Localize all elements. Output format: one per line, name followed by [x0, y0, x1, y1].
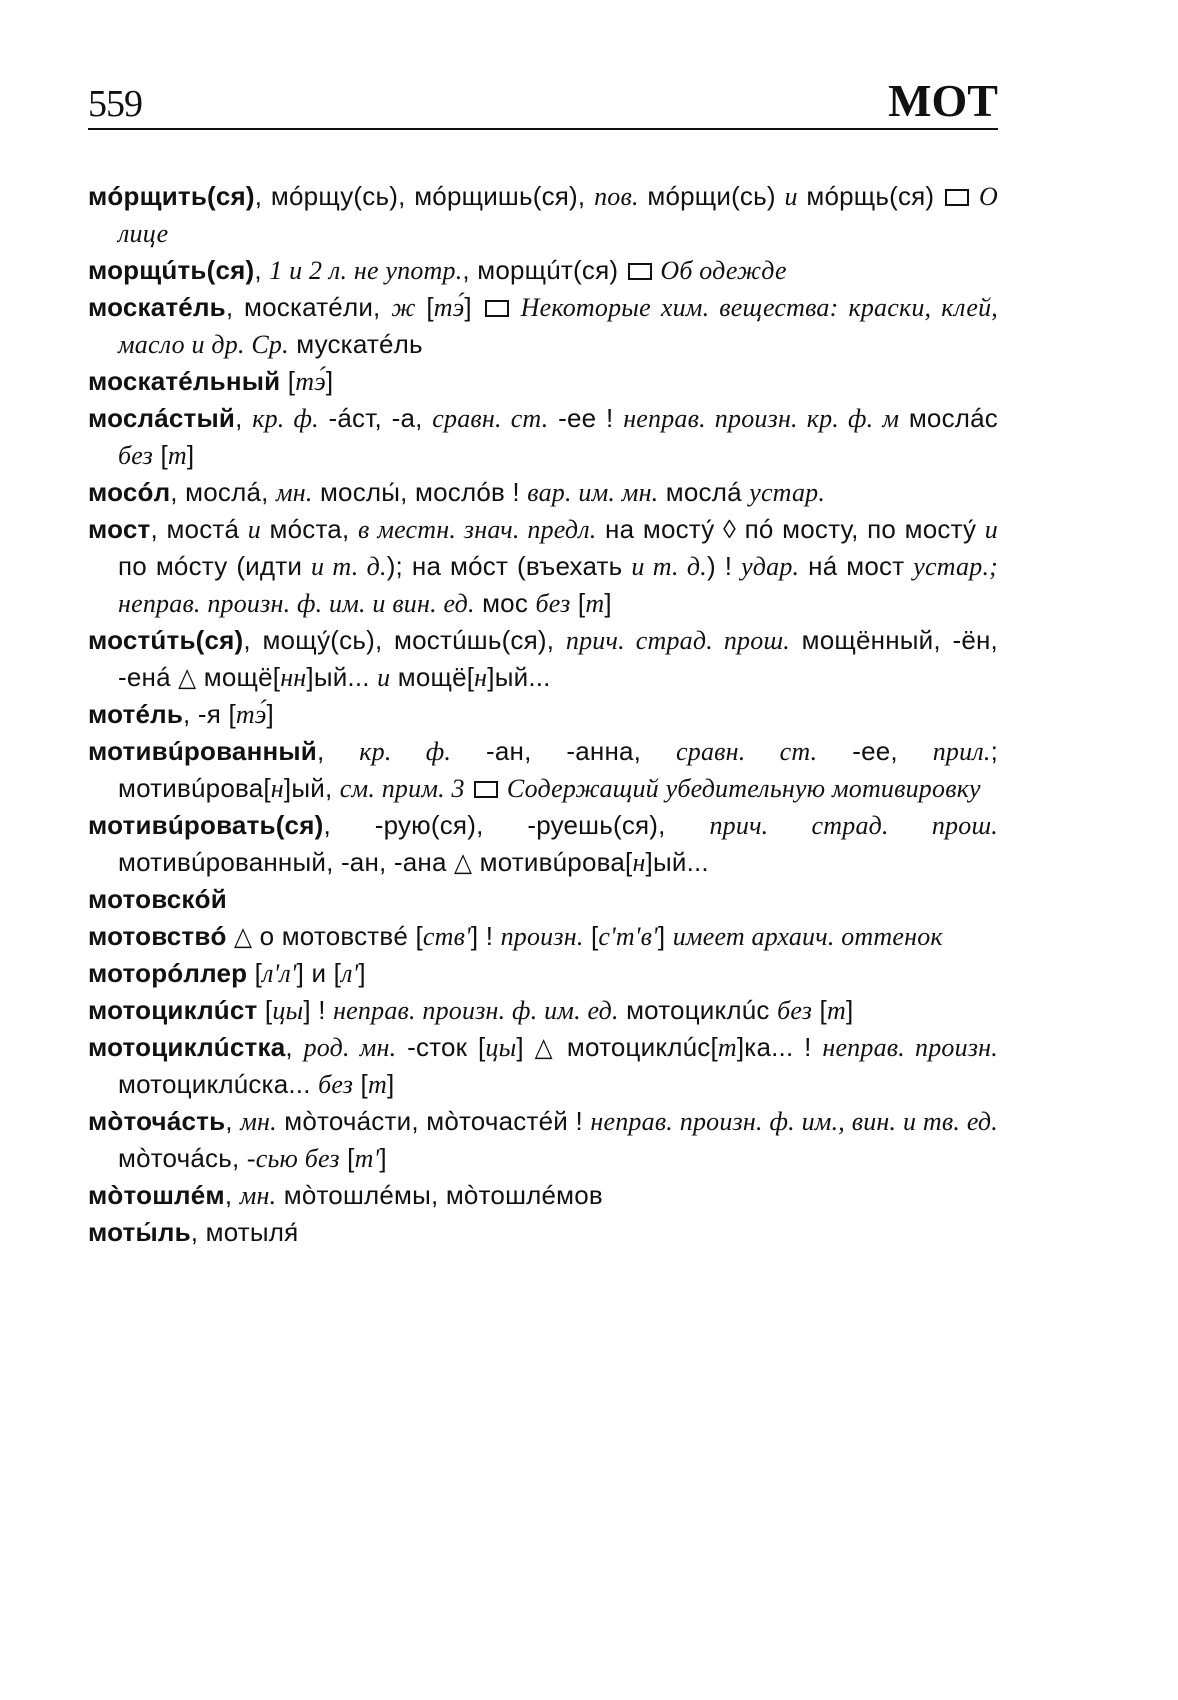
headword: мотивúровать(ся): [88, 810, 324, 840]
entry-text: [: [153, 440, 168, 470]
entry-text: мòтошлéмы, мòтошлéмов: [276, 1180, 603, 1210]
grammar-note: род. мн.: [303, 1033, 397, 1062]
headword: мотовскóй: [88, 884, 227, 914]
dictionary-entry: [88, 252, 998, 289]
entry-text: мощё[: [390, 662, 475, 692]
grammar-note: тэ́: [433, 293, 465, 322]
grammar-note: л': [341, 959, 359, 988]
entry-text: ]ка... !: [736, 1032, 823, 1062]
entry-text: ]: [358, 958, 366, 988]
entry-text: [: [353, 1069, 368, 1099]
entry-text: ]ый...: [487, 662, 551, 692]
grammar-note: см. прим. 3: [339, 774, 465, 803]
grammar-note: -сью без: [246, 1144, 340, 1173]
grammar-note: т: [167, 441, 187, 470]
dictionary-entry: [88, 178, 998, 252]
entry-text: ,: [235, 403, 253, 433]
entry-text: мотивúрованный, -ан, -ана △ мотивúрова[: [118, 847, 633, 877]
dictionary-entry: [88, 733, 998, 807]
entry-text: ]: [657, 921, 673, 951]
grammar-note: без: [118, 441, 154, 470]
grammar-note: ств': [422, 922, 471, 951]
entry-text: , мостá: [150, 514, 248, 544]
entry-text: , -я [: [183, 699, 236, 729]
entry-text: [: [339, 1143, 355, 1173]
entry-text: , морщúт(ся): [462, 255, 626, 285]
entry-text: , мóрщу(сь), мóрщишь(ся),: [254, 181, 595, 211]
grammar-note: прил.: [932, 737, 991, 766]
entry-text: -áст, -а,: [318, 403, 433, 433]
entry-text: , мослá,: [170, 477, 276, 507]
grammar-note: произн.: [500, 922, 584, 951]
grammar-note: 1 и 2 л. не употр.: [269, 256, 463, 285]
entry-text: мощённый, -ён, -енá △ мощё[: [118, 625, 998, 692]
headword: мосóл: [88, 477, 171, 507]
grammar-note: устар.: [749, 478, 826, 507]
entry-text: мослáс: [899, 403, 999, 433]
entry-text: мóрщь(ся): [797, 181, 944, 211]
entry-text: нá мост: [799, 551, 914, 581]
dictionary-entry: [88, 696, 998, 733]
grammar-note: удар.: [741, 552, 800, 581]
grammar-note: без: [777, 996, 813, 1025]
meaning-box-icon: [945, 189, 969, 206]
dictionary-entry: [88, 474, 998, 511]
grammar-note: л'л': [262, 959, 297, 988]
dictionary-entry: [88, 955, 998, 992]
entry-text: [: [570, 588, 586, 618]
headword: москатéль: [88, 292, 226, 322]
grammar-note: устар.; неправ. произн. ф. им. и вин. ед.: [118, 552, 999, 618]
grammar-note: Некоторые хим. вещества: краски, клей, масло и др. Ср.: [118, 293, 998, 359]
dictionary-entry: [88, 918, 998, 955]
grammar-note: мн.: [275, 478, 313, 507]
entry-text: на мосту́ ◊ пó мосту, по мосту́: [596, 514, 985, 544]
grammar-note: тэ́: [295, 367, 326, 396]
dictionary-page: [88, 70, 999, 1247]
page-header: [88, 70, 998, 130]
entry-text: [: [583, 921, 599, 951]
entry-text: ,: [225, 1106, 241, 1136]
entry-text: ]ый...: [306, 662, 378, 692]
grammar-note: н: [474, 663, 488, 692]
entry-text: , москатéли,: [225, 292, 392, 322]
entry-text: -ее !: [548, 403, 624, 433]
grammar-note: с'т'в': [598, 922, 658, 951]
headword: моты́ль: [88, 1217, 191, 1247]
entry-text: ] и [: [296, 958, 342, 988]
grammar-note: неправ. произн. ф. им. ед.: [333, 996, 619, 1025]
grammar-note: цы: [485, 1033, 517, 1062]
entry-text: , -рую(ся), -руешь(ся),: [323, 810, 710, 840]
entry-text: -ее,: [817, 736, 933, 766]
grammar-note: и: [984, 515, 998, 544]
dictionary-entry: [88, 1103, 998, 1177]
entry-text: [465, 773, 472, 803]
grammar-note: мн.: [240, 1107, 277, 1136]
grammar-note: неправ. произн.: [822, 1033, 998, 1062]
dictionary-entry: [88, 1029, 998, 1103]
grammar-note: сравн. ст.: [432, 404, 549, 433]
grammar-note: нн: [280, 663, 307, 692]
entry-text: мóрщи(сь): [638, 181, 785, 211]
headword: мослáстый: [88, 403, 236, 433]
entry-text: мóста,: [260, 514, 358, 544]
entry-text: -ан, -анна,: [451, 736, 676, 766]
entry-text: , мотыля́: [190, 1217, 299, 1247]
grammar-note: Об одежде: [653, 256, 787, 285]
dictionary-entry: [88, 511, 998, 622]
grammar-note: ж: [391, 293, 416, 322]
grammar-note: вар. им. мн.: [527, 478, 659, 507]
dictionary-entry: [88, 807, 998, 881]
entry-text: ]ый,: [283, 773, 340, 803]
grammar-note: и т. д.: [311, 552, 387, 581]
dictionary-entry: [88, 289, 998, 363]
grammar-note: т: [717, 1033, 737, 1062]
grammar-note: без: [535, 589, 571, 618]
headword: мотоциклúст: [88, 995, 258, 1025]
grammar-note: и: [377, 663, 391, 692]
grammar-note: т: [826, 996, 846, 1025]
grammar-note: без: [318, 1070, 354, 1099]
entry-text: △ о мотовствé [: [226, 921, 423, 951]
entry-text: ]: [386, 1069, 395, 1099]
headword: мостúть(ся): [88, 625, 244, 655]
entry-text: ]: [604, 588, 612, 618]
grammar-note: мн.: [239, 1181, 277, 1210]
grammar-note: Содержащий убедительную мотивировку: [500, 774, 981, 803]
entry-text: ); на мóст (въехать: [386, 551, 632, 581]
grammar-note: прич. страд. прош.: [709, 811, 998, 840]
grammar-note: и: [784, 182, 798, 211]
headword: мóрщить(ся): [88, 181, 255, 211]
entry-text: [: [280, 366, 296, 396]
entry-text: ,: [285, 1032, 304, 1062]
entry-text: -сток [: [396, 1032, 486, 1062]
headword: мотоциклúстка: [88, 1032, 286, 1062]
entry-text: мотоциклúс: [618, 995, 778, 1025]
grammar-note: неправ. произн. кр. ф. м: [623, 404, 900, 433]
entry-text: мослá: [658, 477, 750, 507]
entry-text: ,: [316, 736, 360, 766]
entry-text: ]: [464, 292, 483, 322]
entry-text: мос: [474, 588, 536, 618]
dictionary-entries: [88, 178, 998, 1251]
entry-text: ]: [379, 1143, 387, 1173]
grammar-note: пов.: [594, 182, 639, 211]
entry-text: [: [257, 995, 273, 1025]
grammar-note: неправ. произн. ф. им., вин. и тв. ед.: [590, 1107, 998, 1136]
grammar-note: кр. ф.: [359, 737, 452, 766]
headword: мотéль: [88, 699, 184, 729]
header-rule: [88, 128, 998, 130]
headword: мотивúрованный: [88, 736, 317, 766]
entry-text: по мóсту (идти: [118, 551, 312, 581]
grammar-note: т: [367, 1070, 387, 1099]
grammar-note: т: [585, 589, 605, 618]
entry-text: мòточáсь,: [118, 1143, 247, 1173]
entry-text: мускатéль: [288, 329, 423, 359]
page-number: 559: [88, 83, 142, 125]
dictionary-entry: [88, 1214, 998, 1251]
grammar-note: имеет архаич. оттенок: [672, 922, 943, 951]
grammar-note: т': [354, 1144, 380, 1173]
grammar-note: и т. д.: [631, 552, 707, 581]
entry-text: ] !: [470, 921, 501, 951]
dictionary-entry: [88, 881, 998, 918]
meaning-box-icon: [485, 300, 509, 317]
entry-text: ,: [224, 1180, 240, 1210]
entry-text: ,: [254, 255, 270, 285]
dictionary-entry: [88, 363, 998, 400]
entry-text: ]: [845, 995, 854, 1025]
grammar-note: н: [632, 848, 646, 877]
grammar-note: и: [247, 515, 261, 544]
running-head: МОТ: [888, 75, 998, 126]
entry-text: ]: [186, 440, 195, 470]
grammar-note: тэ́: [235, 700, 267, 729]
entry-text: мослы́, мослóв !: [312, 477, 528, 507]
dictionary-entry: [88, 992, 998, 1029]
entry-text: ]ый...: [645, 847, 709, 877]
entry-text: ] △ мотоциклúс[: [516, 1032, 718, 1062]
entry-text: ]: [325, 366, 334, 396]
grammar-note: прич. страд. прош.: [565, 626, 790, 655]
meaning-box-icon: [628, 263, 652, 280]
entry-text: ] !: [303, 995, 334, 1025]
headword: мòтошлéм: [88, 1180, 225, 1210]
meaning-box-icon: [474, 781, 498, 798]
entry-text: ; мотивúрова[: [118, 736, 998, 803]
headword: москатéльный: [88, 366, 281, 396]
entry-text: [: [247, 958, 263, 988]
dictionary-entry: [88, 1177, 998, 1214]
entry-text: , мощу́(сь), мостúшь(ся),: [243, 625, 566, 655]
entry-text: [: [812, 995, 827, 1025]
grammar-note: кр. ф.: [252, 404, 319, 433]
entry-text: мòточáсти, мòточастéй !: [276, 1106, 591, 1136]
grammar-note: цы: [272, 996, 304, 1025]
headword: мост: [88, 514, 151, 544]
dictionary-entry: [88, 400, 998, 474]
dictionary-entry: [88, 622, 998, 696]
headword: моторóллер: [88, 958, 248, 988]
headword: мотовствó: [88, 921, 227, 951]
grammar-note: н: [270, 774, 284, 803]
entry-text: ]: [266, 699, 274, 729]
headword: мòточáсть: [88, 1106, 226, 1136]
entry-text: [: [415, 292, 434, 322]
headword: морщúть(ся): [88, 255, 255, 285]
grammar-note: О лице: [118, 182, 998, 248]
grammar-note: в местн. знач. предл.: [357, 515, 597, 544]
entry-text: мотоциклúска...: [118, 1069, 319, 1099]
grammar-note: сравн. ст.: [676, 737, 818, 766]
entry-text: ) !: [706, 551, 742, 581]
